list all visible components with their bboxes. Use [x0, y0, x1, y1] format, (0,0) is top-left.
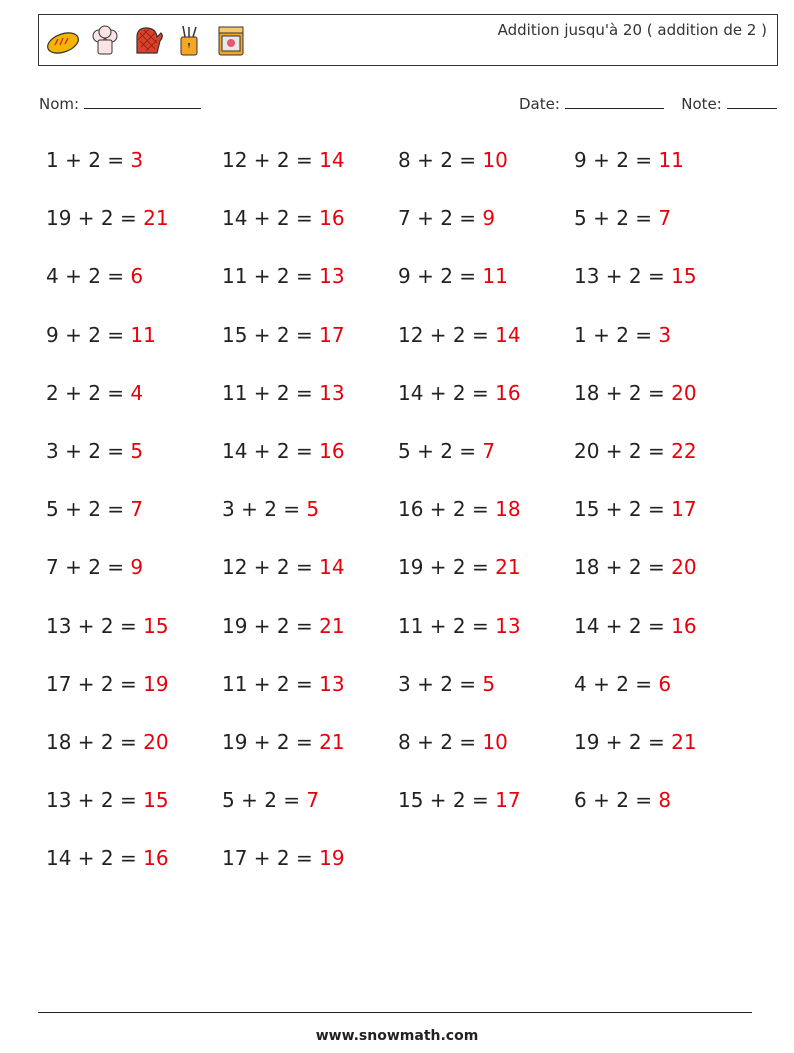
- problem-item: [46, 538, 222, 596]
- bread-icon: [45, 23, 81, 59]
- problem-item: [46, 480, 222, 538]
- problem-question: 19 + 2 =: [574, 729, 672, 754]
- problem-answer: 20: [671, 380, 697, 405]
- problem-item: [574, 422, 750, 480]
- problem-item: [574, 538, 750, 596]
- problem-question: 13 + 2 =: [46, 613, 144, 638]
- problem-item: [222, 829, 398, 887]
- problem-question: 16 + 2 =: [398, 497, 496, 522]
- problem-answer: 5: [482, 671, 496, 696]
- problem-item: [574, 306, 750, 364]
- worksheet-header: [38, 14, 778, 66]
- problem-question: 4 + 2 =: [574, 671, 659, 696]
- problem-item: [46, 597, 222, 655]
- problem-question: 3 + 2 =: [46, 438, 131, 463]
- problem-item: [46, 306, 222, 364]
- problem-item: [222, 713, 398, 771]
- date-grade-fields: [519, 94, 777, 113]
- problem-question: 7 + 2 =: [46, 555, 131, 580]
- problem-item: [46, 247, 222, 305]
- problem-question: 17 + 2 =: [46, 671, 144, 696]
- problem-item: [398, 189, 574, 247]
- problem-answer: 16: [319, 438, 345, 463]
- header-icons: [45, 23, 249, 59]
- name-label: Nom:: [39, 95, 80, 113]
- problem-answer: 18: [495, 497, 521, 522]
- problem-question: 11 + 2 =: [222, 671, 320, 696]
- problem-answer: 10: [482, 729, 508, 754]
- problem-question: 9 + 2 =: [398, 264, 483, 289]
- problem-item: [574, 131, 750, 189]
- problem-question: 19 + 2 =: [398, 555, 496, 580]
- problem-answer: 13: [319, 380, 345, 405]
- problem-answer: 15: [143, 788, 169, 813]
- problem-grid: [46, 131, 750, 887]
- problem-item: [46, 422, 222, 480]
- problem-answer: 3: [658, 322, 672, 347]
- problem-question: 5 + 2 =: [222, 788, 307, 813]
- problem-item: [222, 538, 398, 596]
- problem-question: 19 + 2 =: [46, 206, 144, 231]
- problem-answer: 3: [130, 148, 144, 172]
- date-label: Date:: [519, 95, 560, 113]
- problem-item: [574, 247, 750, 305]
- problem-question: 11 + 2 =: [222, 380, 320, 405]
- problem-item: [222, 247, 398, 305]
- problem-question: 1 + 2 =: [46, 148, 131, 172]
- problem-question: 17 + 2 =: [222, 846, 320, 871]
- problem-answer: 13: [319, 671, 345, 696]
- grade-label: Note:: [681, 95, 722, 113]
- problem-item: [222, 480, 398, 538]
- problem-answer: 21: [319, 729, 345, 754]
- problem-item: [398, 771, 574, 829]
- problem-answer: 11: [658, 148, 684, 172]
- problem-item: [46, 364, 222, 422]
- problem-answer: 14: [495, 322, 521, 347]
- problem-question: 8 + 2 =: [398, 729, 483, 754]
- problem-item: [222, 306, 398, 364]
- problem-question: 15 + 2 =: [398, 788, 496, 813]
- problem-question: 7 + 2 =: [398, 206, 483, 231]
- problem-answer: 20: [671, 555, 697, 580]
- problem-question: 8 + 2 =: [398, 148, 483, 172]
- problem-item: [398, 480, 574, 538]
- problem-question: 11 + 2 =: [398, 613, 496, 638]
- problem-answer: 14: [319, 148, 345, 172]
- problem-item: [46, 829, 222, 887]
- oven-icon: [213, 23, 249, 59]
- problem-question: 13 + 2 =: [46, 788, 144, 813]
- problem-item: [222, 422, 398, 480]
- problem-answer: 6: [130, 264, 144, 289]
- problem-item: [222, 771, 398, 829]
- problem-answer: 5: [306, 497, 320, 522]
- problem-answer: 4: [130, 380, 144, 405]
- problem-question: 3 + 2 =: [222, 497, 307, 522]
- problem-question: 14 + 2 =: [398, 380, 496, 405]
- problem-answer: 20: [143, 729, 169, 754]
- problem-question: 15 + 2 =: [574, 497, 672, 522]
- problem-item: [222, 597, 398, 655]
- problem-item: [46, 771, 222, 829]
- problem-answer: 9: [130, 555, 144, 580]
- problem-answer: 5: [130, 438, 144, 463]
- problem-answer: 16: [143, 846, 169, 871]
- problem-question: 15 + 2 =: [222, 322, 320, 347]
- problem-answer: 17: [671, 497, 697, 522]
- problem-answer: 7: [306, 788, 320, 813]
- problem-answer: 21: [319, 613, 345, 638]
- problem-question: 19 + 2 =: [222, 729, 320, 754]
- utensil-holder-icon: [171, 23, 207, 59]
- problem-question: 3 + 2 =: [398, 671, 483, 696]
- problem-item: [574, 364, 750, 422]
- problem-question: 11 + 2 =: [222, 264, 320, 289]
- problem-answer: 21: [143, 206, 169, 231]
- problem-answer: 22: [671, 438, 697, 463]
- problem-question: 18 + 2 =: [574, 555, 672, 580]
- problem-answer: 7: [482, 438, 496, 463]
- problem-answer: 17: [495, 788, 521, 813]
- problem-answer: 11: [130, 322, 156, 347]
- problem-question: 18 + 2 =: [46, 729, 144, 754]
- problem-answer: 16: [671, 613, 697, 638]
- problem-answer: 13: [495, 613, 521, 638]
- problem-question: 19 + 2 =: [222, 613, 320, 638]
- problem-item: [574, 189, 750, 247]
- problem-item: [398, 364, 574, 422]
- problem-answer: 21: [495, 555, 521, 580]
- problem-answer: 11: [482, 264, 508, 289]
- problem-question: 20 + 2 =: [574, 438, 672, 463]
- problem-item: [398, 597, 574, 655]
- problem-answer: 7: [130, 497, 144, 522]
- problem-answer: 19: [319, 846, 345, 871]
- date-line[interactable]: [565, 94, 664, 109]
- problem-answer: 17: [319, 322, 345, 347]
- problem-question: 5 + 2 =: [398, 438, 483, 463]
- problem-item: [46, 655, 222, 713]
- problem-item: [398, 422, 574, 480]
- problem-question: 13 + 2 =: [574, 264, 672, 289]
- problem-answer: 19: [143, 671, 169, 696]
- problem-answer: 8: [658, 788, 672, 813]
- problem-item: [574, 597, 750, 655]
- problem-answer: 6: [658, 671, 672, 696]
- problem-item: [398, 131, 574, 189]
- footer-divider: [38, 1012, 752, 1013]
- problem-question: 18 + 2 =: [574, 380, 672, 405]
- problem-item: [46, 713, 222, 771]
- problem-question: 2 + 2 =: [46, 380, 131, 405]
- problem-answer: 16: [495, 380, 521, 405]
- problem-item: [46, 189, 222, 247]
- problem-question: 14 + 2 =: [46, 846, 144, 871]
- problem-question: 12 + 2 =: [398, 322, 496, 347]
- problem-item: [46, 131, 222, 189]
- problem-item: [222, 189, 398, 247]
- problem-answer: 10: [482, 148, 508, 172]
- problem-question: 14 + 2 =: [222, 206, 320, 231]
- worksheet-title: Addition jusqu'à 20 ( addition de 2 ): [497, 21, 767, 39]
- problem-question: 4 + 2 =: [46, 264, 131, 289]
- problem-item: [574, 655, 750, 713]
- problem-question: 9 + 2 =: [46, 322, 131, 347]
- problem-item: [222, 364, 398, 422]
- oven-mitt-icon: [129, 23, 165, 59]
- problem-item: [398, 538, 574, 596]
- problem-question: 1 + 2 =: [574, 322, 659, 347]
- problem-item: [398, 306, 574, 364]
- problem-question: 5 + 2 =: [46, 497, 131, 522]
- problem-answer: 15: [143, 613, 169, 638]
- problem-answer: 21: [671, 729, 697, 754]
- problem-item: [222, 655, 398, 713]
- grade-line[interactable]: [727, 94, 777, 109]
- problem-question: 12 + 2 =: [222, 555, 320, 580]
- problem-question: 14 + 2 =: [222, 438, 320, 463]
- problem-question: 12 + 2 =: [222, 148, 320, 172]
- problem-question: 9 + 2 =: [574, 148, 659, 172]
- problem-item: [398, 713, 574, 771]
- problem-answer: 15: [671, 264, 697, 289]
- problem-answer: 13: [319, 264, 345, 289]
- problem-item: [574, 480, 750, 538]
- footer-url: www.snowmath.com: [315, 1028, 479, 1044]
- name-field[interactable]: [39, 94, 201, 113]
- problem-answer: 14: [319, 555, 345, 580]
- problem-answer: 16: [319, 206, 345, 231]
- problem-answer: 9: [482, 206, 496, 231]
- chef-hat-icon: [87, 23, 123, 59]
- name-line[interactable]: [84, 94, 201, 109]
- problem-item: [574, 713, 750, 771]
- problem-item: [574, 771, 750, 829]
- problem-question: 6 + 2 =: [574, 788, 659, 813]
- problem-item: [222, 131, 398, 189]
- problem-answer: 7: [658, 206, 672, 231]
- problem-question: 5 + 2 =: [574, 206, 659, 231]
- problem-item: [398, 655, 574, 713]
- problem-item: [398, 247, 574, 305]
- problem-question: 14 + 2 =: [574, 613, 672, 638]
